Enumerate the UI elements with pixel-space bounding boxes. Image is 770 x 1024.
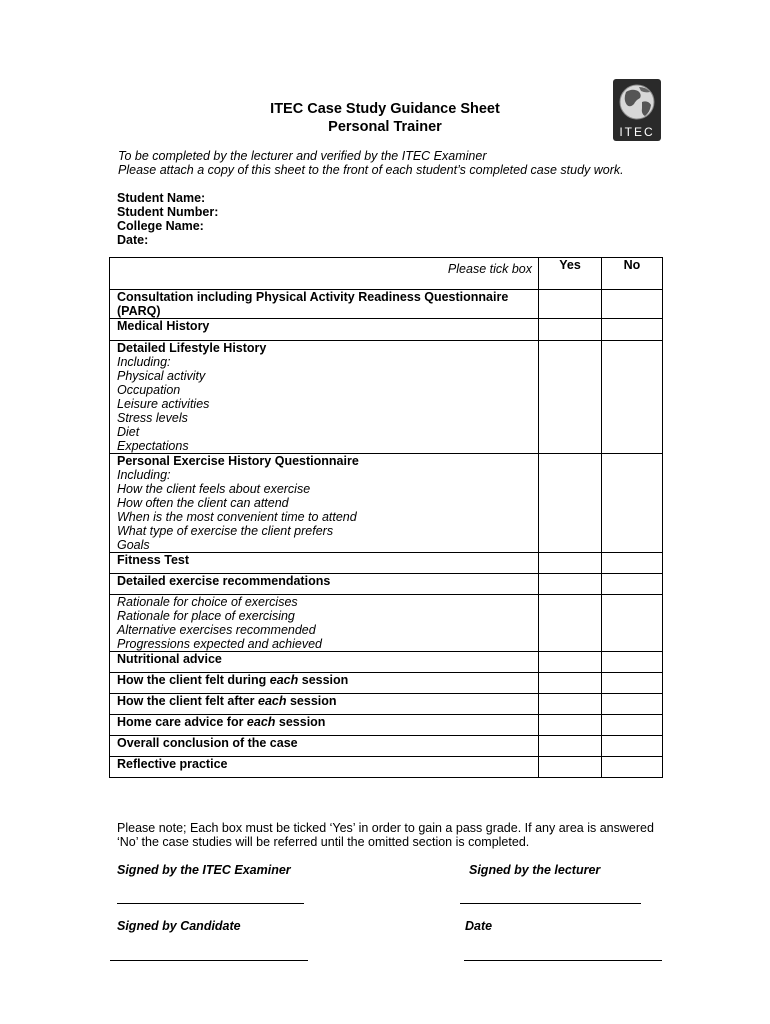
row-label (110, 341, 539, 454)
candidate-signature-line[interactable] (110, 960, 308, 961)
row-label (110, 553, 539, 574)
row-subitem: Occupation (117, 383, 181, 397)
no-checkbox[interactable] (602, 574, 663, 595)
row-title: Detailed exercise recommendations (117, 574, 331, 588)
no-checkbox[interactable] (602, 736, 663, 757)
row-subitem: Including: (117, 468, 171, 482)
row-subitem: Progressions expected and achieved (117, 637, 322, 651)
row-subitem: Including: (117, 355, 171, 369)
row-title-start: How the client felt after (117, 694, 258, 708)
no-checkbox[interactable] (602, 673, 663, 694)
row-title: Medical History (117, 319, 210, 333)
table-row (110, 694, 663, 715)
row-title: Nutritional advice (117, 652, 222, 666)
no-checkbox[interactable] (602, 553, 663, 574)
yes-checkbox[interactable] (539, 290, 602, 319)
row-title-start: Home care advice for (117, 715, 247, 729)
row-subitem: How the client feels about exercise (117, 482, 311, 496)
tick-instruction: Please tick box (110, 258, 539, 290)
row-subitem: When is the most convenient time to attend (117, 510, 357, 524)
no-checkbox[interactable] (602, 341, 663, 454)
row-label (110, 595, 539, 652)
row-title-emphasis: each (269, 673, 299, 687)
row-title-end: session (298, 673, 349, 687)
svg-text:ITEC: ITEC (619, 125, 655, 139)
row-title: Fitness Test (117, 553, 190, 567)
row-subitem: Stress levels (117, 411, 188, 425)
examiner-signature-line[interactable] (117, 903, 304, 904)
yes-column-header: Yes (539, 258, 602, 290)
row-subitem: Diet (117, 425, 140, 439)
row-subitem: Alternative exercises recommended (117, 623, 316, 637)
row-title: Detailed Lifestyle History (117, 341, 267, 355)
yes-checkbox[interactable] (539, 595, 602, 652)
yes-checkbox[interactable] (539, 673, 602, 694)
no-checkbox[interactable] (602, 595, 663, 652)
no-checkbox[interactable] (602, 652, 663, 673)
table-row (110, 652, 663, 673)
table-row (110, 673, 663, 694)
row-title-emphasis: each (246, 715, 276, 729)
row-subitem: Physical activity (117, 369, 206, 383)
table-row (110, 574, 663, 595)
row-label (110, 694, 539, 715)
row-title: Overall conclusion of the case (117, 736, 298, 750)
row-title-emphasis: each (258, 694, 287, 708)
lecturer-signature-line[interactable] (460, 903, 641, 904)
candidate-signature-label: Signed by Candidate (117, 919, 241, 933)
pass-grade-note: Please note; Each box must be ticked ‘Yes’ in order to gain a pass grade. If any area is answered ‘No’ the case studies will be referred until the omitted section is completed. (117, 821, 654, 849)
intro-line-1: To be completed by the lecturer and verified by the ITEC Examiner (118, 149, 487, 163)
table-row (110, 319, 663, 341)
row-subitem: How often the client can attend (117, 496, 289, 510)
row-label (110, 290, 539, 319)
table-header-row (110, 258, 663, 290)
row-label (110, 736, 539, 757)
page-subtitle: Personal Trainer (328, 119, 442, 135)
no-checkbox[interactable] (602, 290, 663, 319)
row-title: Personal Exercise History Questionnaire (117, 454, 359, 468)
lecturer-signature-label: Signed by the lecturer (469, 863, 601, 877)
table-row (110, 736, 663, 757)
yes-checkbox[interactable] (539, 652, 602, 673)
yes-checkbox[interactable] (539, 341, 602, 454)
table-row (110, 715, 663, 736)
college-name-label: College Name: (117, 219, 204, 233)
table-row (110, 595, 663, 652)
row-subitem: Expectations (117, 439, 189, 453)
student-fields (117, 191, 218, 247)
date-signature-label: Date (465, 919, 493, 933)
row-label (110, 757, 539, 778)
yes-checkbox[interactable] (539, 715, 602, 736)
yes-checkbox[interactable] (539, 757, 602, 778)
table-row (110, 290, 663, 319)
no-column-header: No (602, 258, 663, 290)
examiner-signature-label: Signed by the ITEC Examiner (117, 863, 291, 877)
intro-line-2: Please attach a copy of this sheet to the front of each student’s completed case study work. (118, 163, 624, 177)
row-subitem: Rationale for place of exercising (117, 609, 295, 623)
page-title: ITEC Case Study Guidance Sheet (270, 101, 500, 117)
date-signature-line[interactable] (464, 960, 662, 961)
yes-checkbox[interactable] (539, 553, 602, 574)
row-subitem: Leisure activities (117, 397, 210, 411)
row-label (110, 652, 539, 673)
intro-text (118, 149, 624, 177)
row-subitem: Rationale for choice of exercises (117, 595, 298, 609)
yes-checkbox[interactable] (539, 736, 602, 757)
row-title-end: session (275, 715, 326, 729)
row-title: Reflective practice (117, 757, 228, 771)
yes-checkbox[interactable] (539, 454, 602, 553)
row-subitem: Goals (117, 538, 150, 552)
row-label (110, 574, 539, 595)
no-checkbox[interactable] (602, 319, 663, 341)
no-checkbox[interactable] (602, 715, 663, 736)
table-row (110, 341, 663, 454)
checklist-table (109, 257, 663, 778)
row-label (110, 673, 539, 694)
no-checkbox[interactable] (602, 757, 663, 778)
date-label: Date: (117, 233, 149, 247)
yes-checkbox[interactable] (539, 319, 602, 341)
yes-checkbox[interactable] (539, 694, 602, 715)
row-label (110, 319, 539, 341)
table-row (110, 553, 663, 574)
no-checkbox[interactable] (602, 454, 663, 553)
row-title-end: session (286, 694, 337, 708)
yes-checkbox[interactable] (539, 574, 602, 595)
row-title-start: How the client felt during (117, 673, 270, 687)
row-subitem: What type of exercise the client prefers (117, 524, 334, 538)
table-row (110, 454, 663, 553)
table-row (110, 757, 663, 778)
no-checkbox[interactable] (602, 694, 663, 715)
student-number-label: Student Number: (117, 205, 219, 219)
row-title: Consultation including Physical Activity Readiness Questionnaire (PARQ) (117, 290, 509, 318)
student-name-label: Student Name: (117, 191, 206, 205)
row-label (110, 454, 539, 553)
row-label (110, 715, 539, 736)
